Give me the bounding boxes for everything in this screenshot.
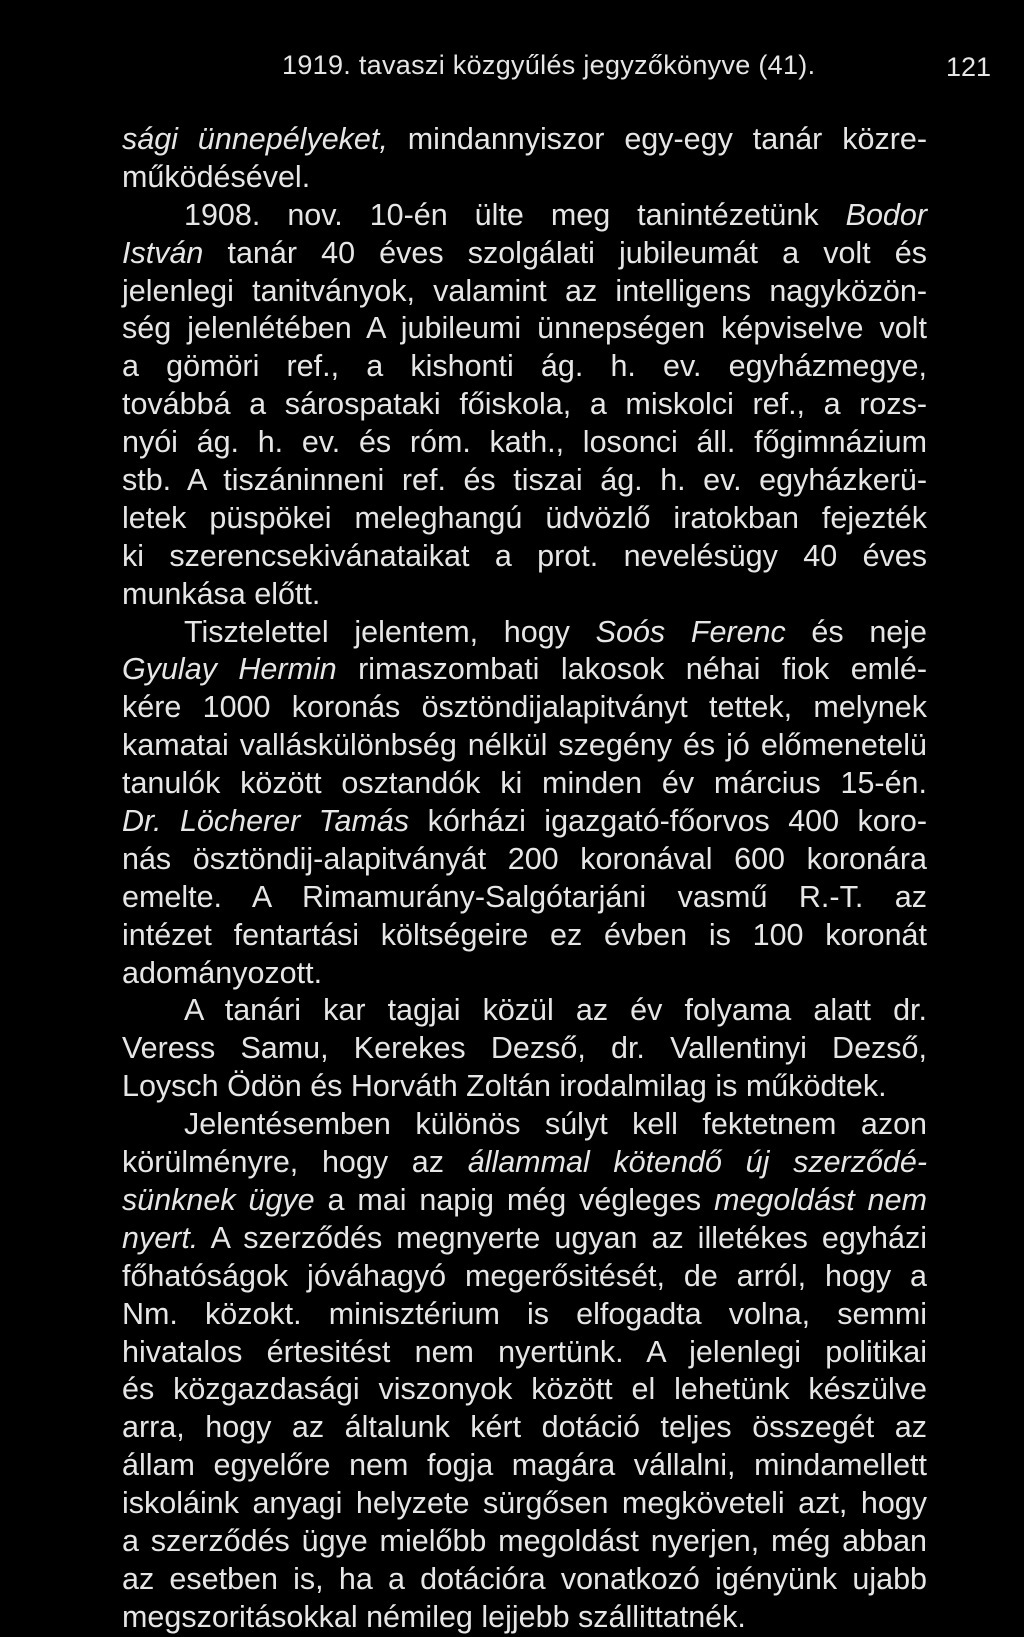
text-segment: mindannyiszor egy-egy tanár közre- [387, 122, 927, 156]
text-segment: intézet fentartási költségeire ez évben is 100 koronát [122, 917, 927, 952]
text-segment: tanár 40 éves szolgálati jubileumát a volt és [203, 235, 927, 270]
text-segment: A szerződés megnyerte ugyan az illetékes egyházi [198, 1220, 927, 1255]
italic-text: Dr. Löcherer Tamás [122, 804, 410, 839]
text-segment: arra, hogy az általunk kért dotáció teljes összegét az [122, 1410, 927, 1445]
text-segment: állam egyelőre nem fogja magára vállalni, mindamellett [122, 1448, 927, 1483]
text-segment: Tisztelettel jelentem, hogy [184, 614, 596, 649]
text-segment: letek püspökei meleghangú üdvözlő iratokban fejezték [122, 500, 927, 535]
text-segment: A tanári kar tagjai közül az év folyama alatt dr. [184, 993, 927, 1028]
text-line [122, 500, 927, 538]
text-segment: a gömöri ref., a kishonti ág. h. ev. egyházmegye, [122, 349, 927, 384]
text-line [122, 651, 927, 689]
text-segment: nyói ág. h. ev. és róm. kath., losonci áll. főgimnázium [122, 425, 927, 460]
text-line [122, 1144, 927, 1182]
text-line [122, 1447, 927, 1485]
text-line [122, 689, 927, 727]
text-line [122, 1334, 927, 1372]
text-line [122, 955, 927, 993]
text-segment: Loysch Ödön és Horváth Zoltán irodalmilag is működtek. [122, 1069, 887, 1104]
text-segment: hivatalos értesitést nem nyertünk. A jelenlegi politikai [122, 1334, 927, 1369]
text-segment: továbbá a sárospataki főiskola, a miskolci ref., a rozs- [122, 387, 927, 422]
text-segment: Nm. közokt. minisztérium is elfogadta volna, semmi [122, 1296, 927, 1331]
text-line [122, 121, 927, 159]
italic-text: Soós Ferenc [595, 614, 786, 649]
text-line [122, 424, 927, 462]
text-line [122, 1258, 927, 1296]
page-number: 121 [946, 52, 992, 82]
text-segment: ki szerencsekivánataikat a prot. nevelésügy 40 éves [122, 538, 927, 573]
text-line [122, 1106, 927, 1144]
text-line [122, 1220, 927, 1258]
running-title: 1919. tavaszi közgyűlés jegyzőkönyve (41). [282, 50, 816, 80]
text-segment: rimaszombati lakosok néhai fiok emlé- [336, 652, 927, 687]
text-segment: Veress Samu, Kerekes Dezső, dr. Vallentinyi Dezső, [122, 1031, 927, 1066]
text-segment: kamatai valláskülönbség nélkül szegény és jó előmenetelü [122, 728, 927, 763]
italic-text: megoldást nem [714, 1182, 927, 1217]
text-line [122, 727, 927, 765]
text-segment: stb. A tiszáninneni ref. és tiszai ág. h. ev. egyházkerü- [122, 463, 927, 498]
italic-text: állammal kötendő új szerződé- [467, 1145, 927, 1180]
body-text [122, 121, 927, 1637]
text-segment: tanulók között osztandók ki minden év március 15-én. [122, 766, 927, 801]
text-line [122, 917, 927, 955]
text-line [122, 197, 927, 235]
text-line [122, 1485, 927, 1523]
text-line [122, 1599, 927, 1637]
text-line [122, 235, 927, 273]
text-segment: működésével. [122, 159, 311, 194]
text-line [122, 310, 927, 348]
text-line [122, 538, 927, 576]
text-segment: jelenlegi tanitványok, valamint az intelligens nagyközön- [122, 273, 927, 308]
italic-text: nyert. [122, 1220, 199, 1255]
text-line [122, 765, 927, 803]
text-line [122, 273, 927, 311]
text-segment: főhatóságok jóváhagyó megerősitését, de arról, hogy a [122, 1258, 927, 1293]
text-line [122, 879, 927, 917]
text-segment: emelte. A Rimamurány-Salgótarjáni vasmű R.-T. az [122, 879, 927, 914]
text-line [122, 1182, 927, 1220]
text-segment: ség jelenlétében A jubileumi ünnepségen képviselve volt [122, 311, 927, 346]
text-line [122, 386, 927, 424]
text-segment: megszoritásokkal némileg lejjebb szállittatnék. [122, 1599, 746, 1634]
text-segment: az esetben is, ha a dotációra vonatkozó igényünk ujabb [122, 1561, 927, 1596]
text-line [122, 1409, 927, 1447]
text-line [122, 803, 927, 841]
text-segment: a szerződés ügye mielőbb megoldást nyerjen, még abban [122, 1523, 927, 1558]
text-line [122, 614, 927, 652]
text-line [122, 159, 927, 197]
text-segment: Jelentésemben különös súlyt kell fektetnem azon [184, 1107, 927, 1142]
text-line [122, 1068, 927, 1106]
page-header [0, 50, 1024, 90]
text-line [122, 992, 927, 1030]
text-segment: munkása előtt. [122, 576, 321, 611]
text-line [122, 576, 927, 614]
text-segment: körülményre, hogy az [122, 1145, 468, 1180]
text-line [122, 462, 927, 500]
text-segment: és közgazdasági viszonyok között el lehetünk készülve [122, 1372, 927, 1407]
italic-text: sünknek ügye [122, 1182, 315, 1217]
text-segment: adományozott. [122, 955, 323, 990]
text-segment: nás ösztöndij-alapitványát 200 koronával 600 koronára [122, 841, 927, 876]
text-segment: és neje [785, 614, 928, 649]
text-line [122, 1371, 927, 1409]
text-segment: iskoláink anyagi helyzete sürgősen megköveteli azt, hogy [122, 1486, 927, 1521]
text-segment: a mai napig még végleges [314, 1182, 715, 1217]
text-segment: kére 1000 koronás ösztöndijalapitványt tettek, melynek [122, 690, 927, 725]
text-segment: kórházi igazgató-főorvos 400 koro- [409, 804, 927, 839]
italic-text: Bodor [845, 197, 927, 232]
text-segment: 1908. nov. 10-én ülte meg tanintézetünk [184, 197, 846, 232]
text-line [122, 1523, 927, 1561]
text-line [122, 1296, 927, 1334]
italic-text: Gyulay Hermin [122, 652, 337, 687]
text-line [122, 841, 927, 879]
text-line [122, 348, 927, 386]
italic-text: István [122, 235, 204, 270]
text-line [122, 1030, 927, 1068]
italic-text: sági ünnepélyeket, [122, 122, 388, 156]
text-line [122, 1561, 927, 1599]
